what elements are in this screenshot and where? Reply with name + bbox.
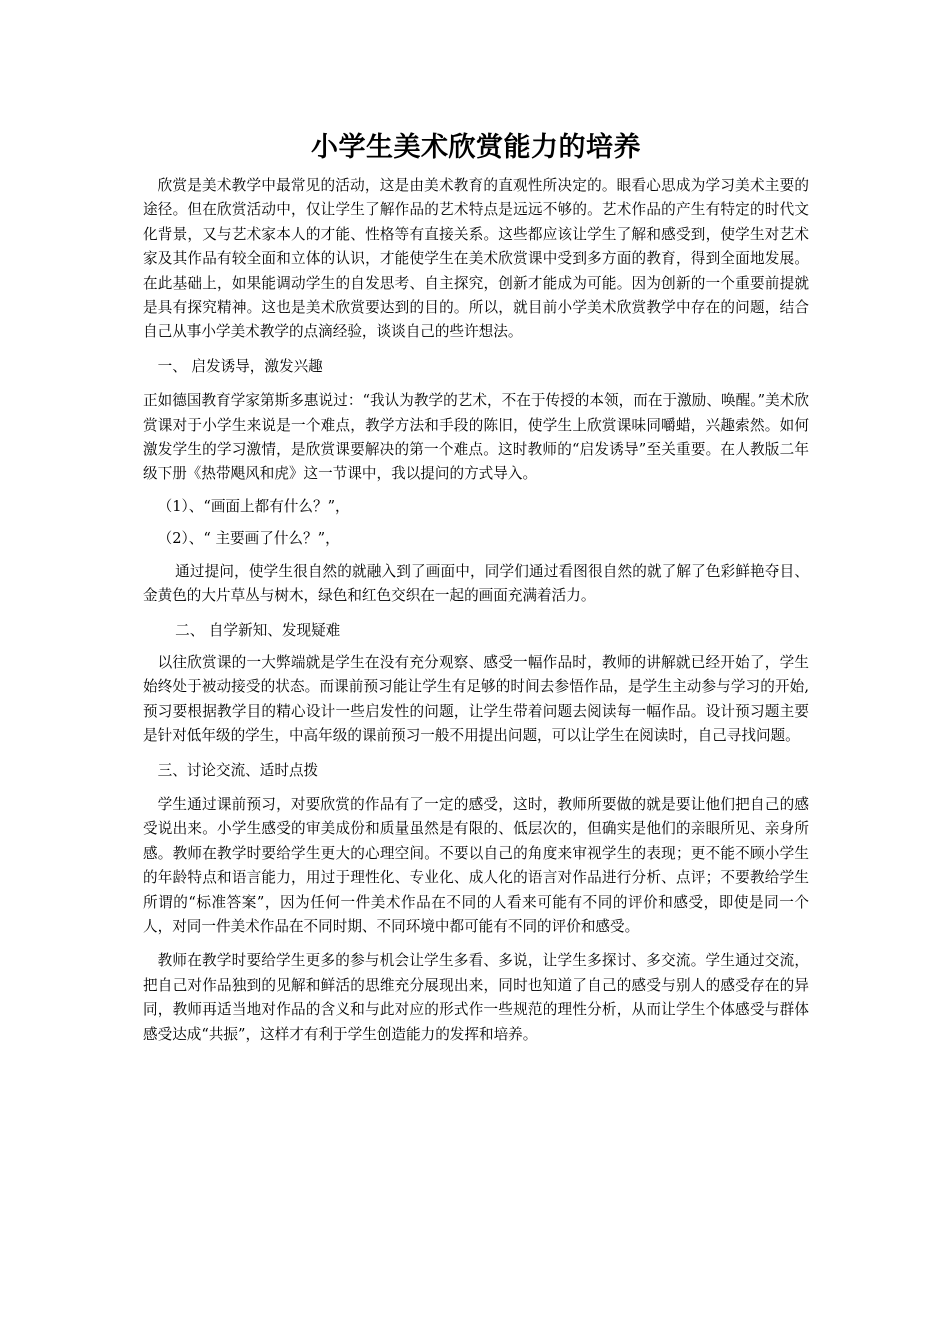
intro-paragraph: 欣赏是美术教学中最常见的活动，这是由美术教育的直观性所决定的。眼看心思成为学习美术主要的途径。但在欣赏活动中，仅让学生了解作品的艺术特点是远远不够的。艺术作品的产生有特定的时代文化背景，又与艺术家本人的才能、性格等有直接关系。这些都应该让学生了解和感受到，使学生对艺术家及其作品有较全面和立体的认识，才能使学生在美术欣赏课中受到多方面的教育，得到全面地发展。在此基础上，如果能调动学生的自发思考、自主探究，创新才能成为可能。因为创新的一个重要前提就是具有探究精神。这也是美术欣赏要达到的目的。所以，就目前小学美术欣赏教学中存在的问题，结合自己从事小学美术教学的点滴经验，谈谈自己的些许想法。 [143, 177, 809, 341]
section-2-heading: 二、 自学新知、发现疑难 [175, 621, 341, 639]
section-3-paragraph-2: 教师在教学时要给学生更多的参与机会让学生多看、多说，让学生多探讨、多交流。学生通过交流，把自己对作品独到的见解和鲜活的思维充分展现出来，同时也知道了自己的感受与别人的感受存在的异同，教师再适当地对作品的含义和与此对应的形式作一些规范的理性分析，从而让学生个体感受与群体感受达成“共振”，这样才有利于学生创造能力的发挥和培养。 [143, 952, 809, 1043]
document-body [143, 128, 809, 1047]
section-3-paragraph-1: 学生通过课前预习，对要欣赏的作品有了一定的感受，这时，教师所要做的就是要让他们把自己的感受说出来。小学生感受的审美成份和质量虽然是有限的、低层次的，但确实是他们的亲眼所见、亲身所感。教师在教学时要给学生更大的心理空间。不要以自己的角度来审视学生的表现；更不能不顾小学生的年龄特点和语言能力，用过于理性化、专业化、成人化的语言对作品进行分析、点评；不要教给学生所谓的“标准答案”，因为任何一件美术作品在不同的人看来可能有不同的评价和感受，即使是同一个人，对同一件美术作品在不同时期、不同环境中都可能有不同的评价和感受。 [143, 795, 809, 935]
section-1-heading: 一、 启发诱导，激发兴趣 [157, 357, 323, 375]
section-3-heading: 三、讨论交流、适时点拨 [157, 761, 319, 779]
section-1-question-2: （2）、“ 主要画了什么？”， [157, 530, 340, 548]
section-1-paragraph-1: 正如德国教育学家第斯多惠说过：“我认为教学的艺术，不在于传授的本领，而在于激励、唤醒。”美术欣赏课对于小学生来说是一个难点，教学方法和手段的陈旧，使学生上欣赏课味同嚼蜡，兴趣索然。如何激发学生的学习激情，是欣赏课要解决的第一个难点。这时教师的“启发诱导”至关重要。在人教版二年级下册《热带飓风和虎》这一节课中，我以提问的方式导入。 [143, 392, 809, 483]
section-1-paragraph-2: 通过提问，使学生很自然的就融入到了画面中，同学们通过看图很自然的就了解了色彩鲜艳夺目、金黄色的大片草丛与树木，绿色和红色交织在一起的画面充满着活力。 [143, 562, 809, 605]
document-title: 小学生美术欣赏能力的培养 [311, 132, 641, 163]
section-1-question-1: （1）、“画面上都有什么？”， [157, 497, 350, 515]
section-2-paragraph-1: 以往欣赏课的一大弊端就是学生在没有充分观察、感受一幅作品时，教师的讲解就已经开始了，学生始终处于被动接受的状态。而课前预习能让学生有足够的时间去参悟作品，是学生主动参与学习的开始,预习要根据教学目的精心设计一些启发性的问题，让学生带着问题去阅读每一幅作品。设计预习题主要是针对低年级的学生，中高年级的课前预习一般不用提出问题，可以让学生在阅读时，自己寻找问题。 [143, 653, 809, 745]
